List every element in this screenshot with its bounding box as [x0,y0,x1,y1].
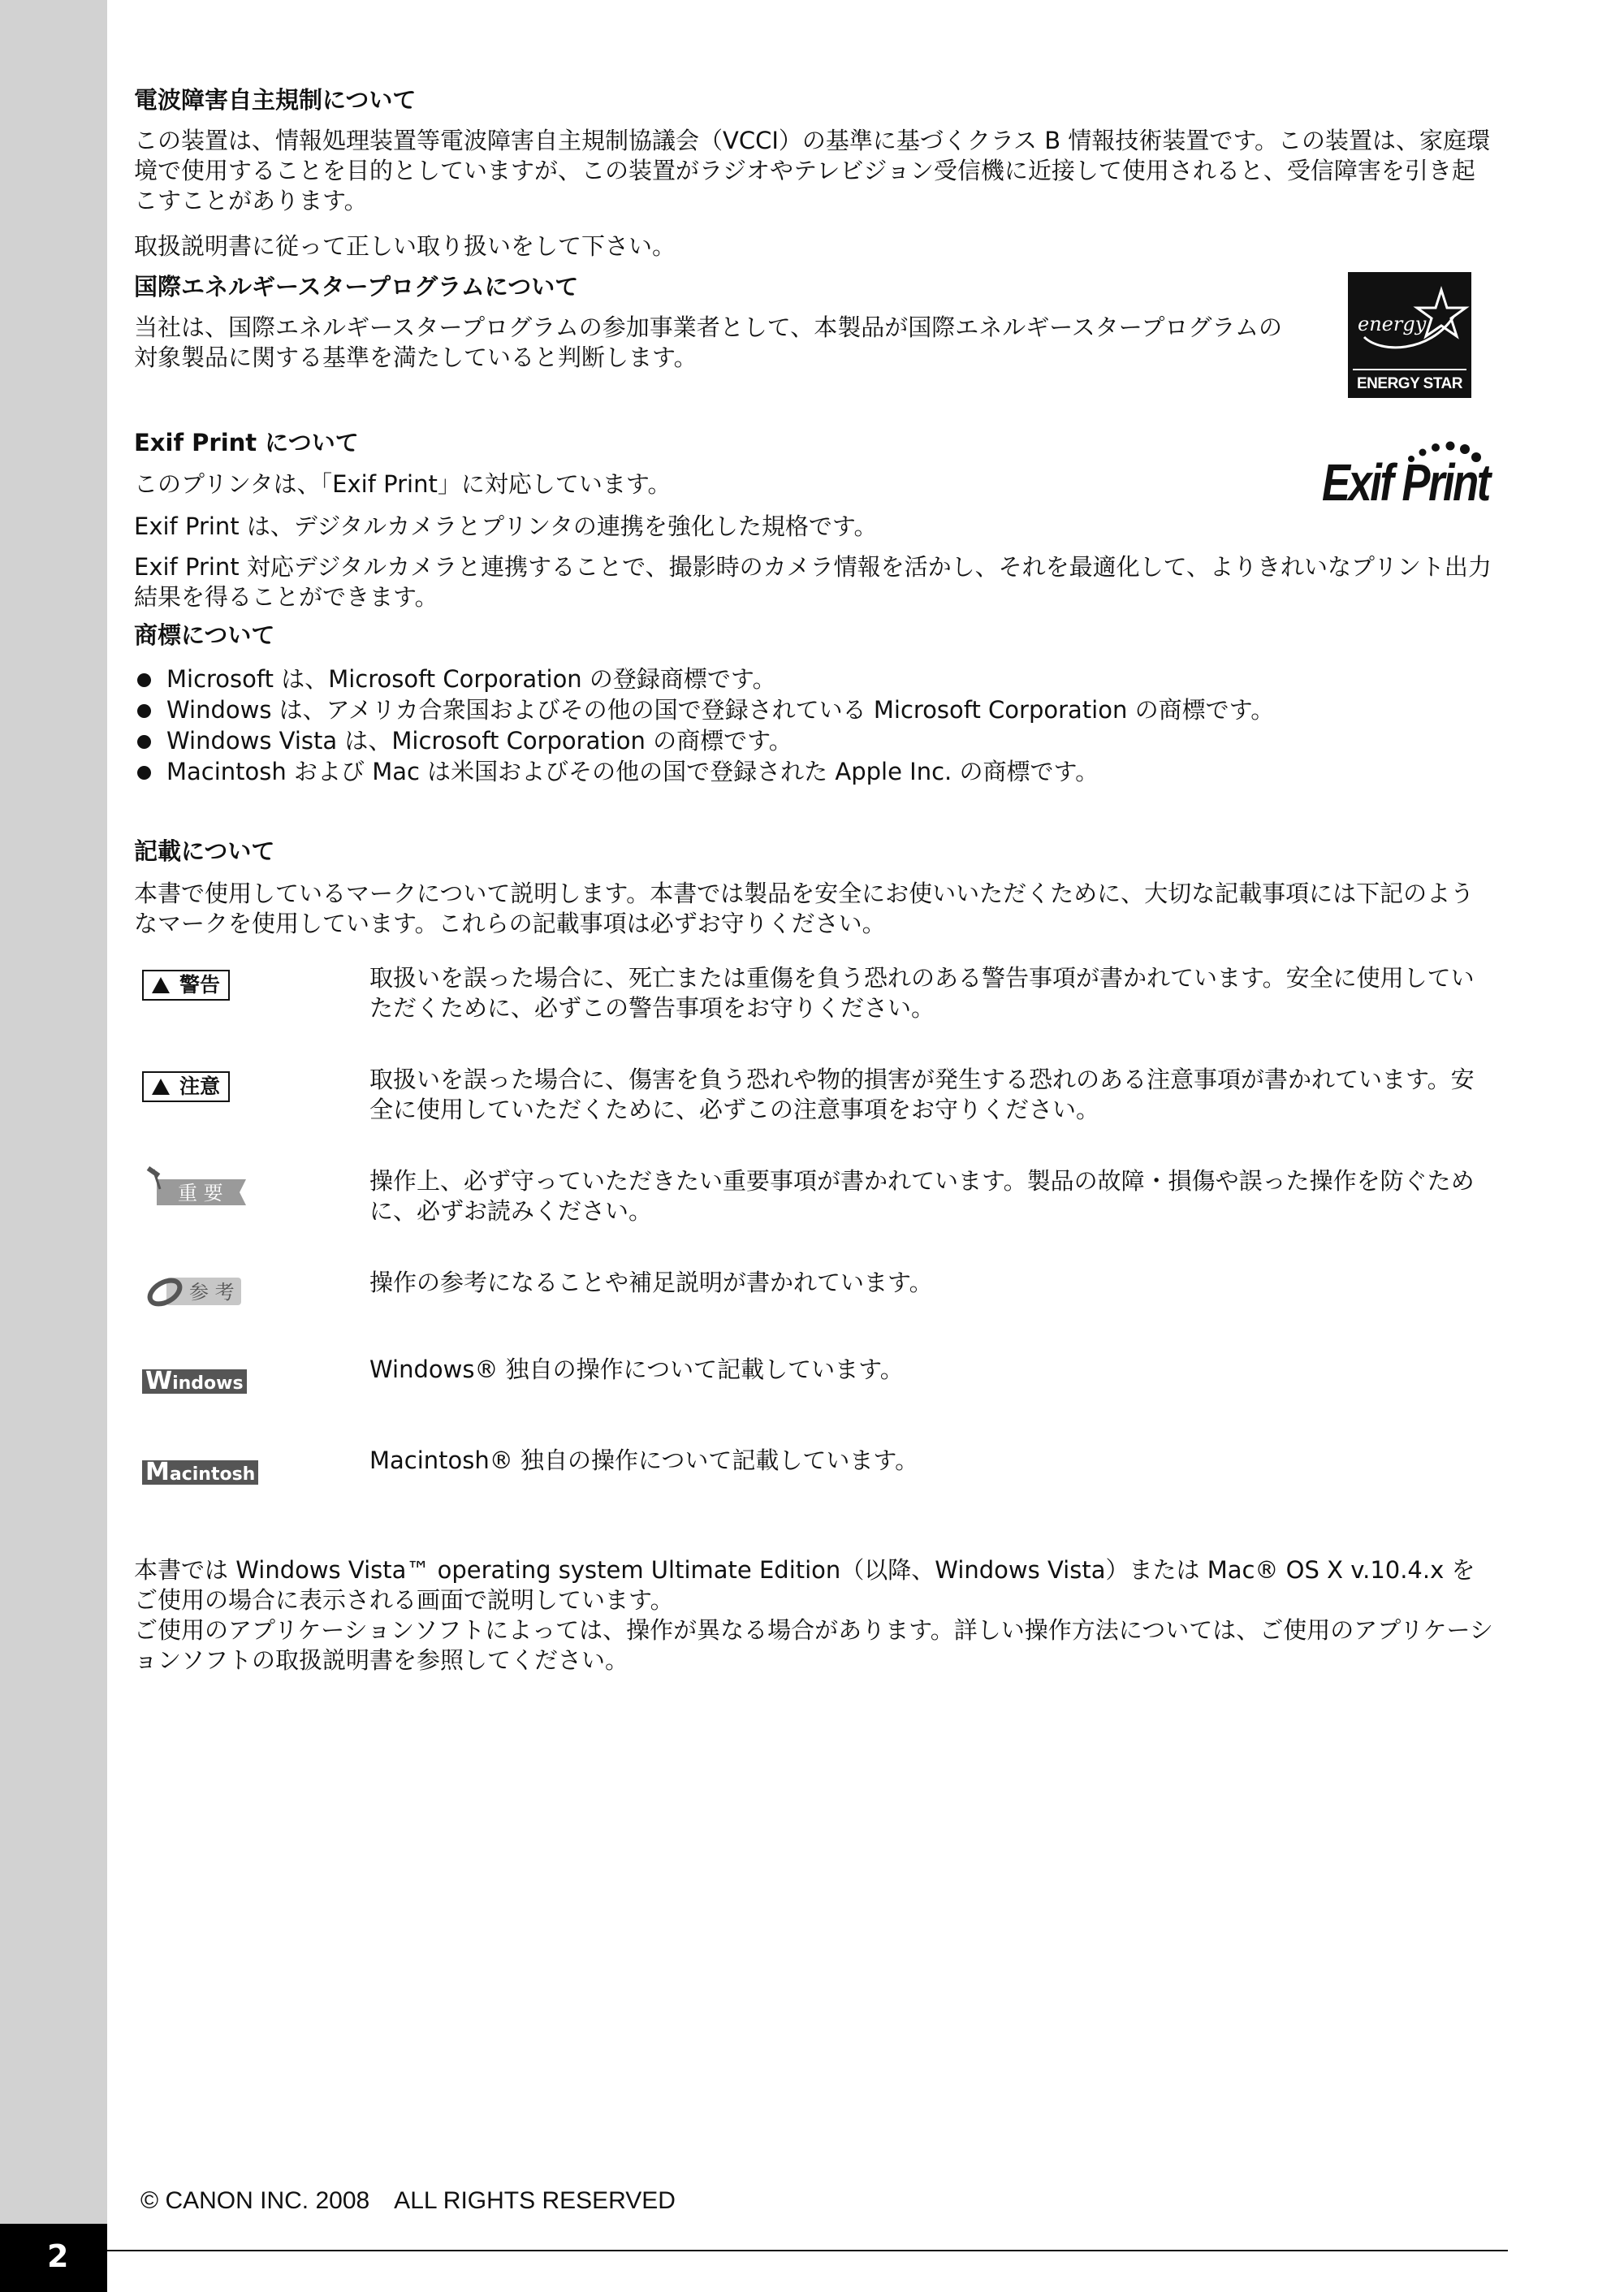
energy-star-logo [1348,272,1471,398]
exif-print-logo [1315,435,1502,516]
warning-description: 取扱いを誤った場合に、死亡または重傷を負う恐れのある警告事項が書かれています。安全に使用していただくために、必ずこの警告事項をお守りください。 [369,964,1475,1022]
list-item: Windows は、アメリカ合衆国およびその他の国で登録されている Microsoft Corporation の商標です。 [134,694,1274,725]
energy-star-paragraph: 当社は、国際エネルギースタープログラムの参加事業者として、本製品が国際エネルギースタープログラムの対象製品に関する基準を満たしていると判断します。 [134,314,1283,371]
closing-paragraph-2: ご使用のアプリケーションソフトによっては、操作が異なる場合があります。詳しい操作方法については、ご使用のアプリケーションソフトの取扱説明書を参照してください。 [134,1616,1493,1674]
page-number: 2 [47,2238,69,2274]
list-item: Microsoft は、Microsoft Corporation の登録商標です。 [134,664,1274,694]
exif-paragraph-1: このプリンタは、「Exif Print」に対応しています。 [134,470,672,498]
svg-text:重 要: 重 要 [178,1182,223,1204]
note-badge [142,1268,256,1317]
exif-print-logo-text: Exif Print [1322,453,1489,512]
trademarks-list [134,664,1274,787]
vcci-instruction: 取扱説明書に従って正しい取り扱いをして下さい。 [134,232,676,260]
caution-badge: 注意 [142,1071,230,1102]
caution-triangle-icon [152,1079,170,1095]
closing-paragraph-1: 本書では Windows Vista™ operating system Ultimate Edition（以降、Windows Vista）または Mac® OS X v.10.4.x をご使用の場合に表示される画面で説明しています。 [134,1556,1475,1614]
note-paperclip-icon [142,1268,256,1313]
important-description: 操作上、必ず守っていただきたい重要事項が書かれています。製品の故障・損傷や誤った操作を防ぐために、必ずお読みください。 [369,1167,1475,1225]
energy-star-divider [1353,369,1466,370]
exif-heading: Exif Print について [134,429,359,456]
energy-star-label: ENERGY STAR [1357,375,1462,392]
copyright-notice: © CANON INC. 2008 ALL RIGHTS RESERVED [140,2187,676,2214]
list-item: Macintosh および Mac は米国およびその他の国で登録された Apple Inc. の商標です。 [134,756,1274,787]
macintosh-description: Macintosh® 独自の操作について記載しています。 [369,1447,919,1474]
energy-star-script: energy [1358,313,1427,335]
footer-divider [107,2250,1508,2251]
energy-star-heading: 国際エネルギースタープログラムについて [134,273,579,301]
important-pin-icon [142,1166,256,1212]
windows-badge-icon: Windows [142,1369,247,1394]
warning-badge: 警告 [142,970,230,1001]
exif-paragraph-2: Exif Print は、デジタルカメラとプリンタの連携を強化した規格です。 [134,512,878,540]
vcci-heading: 電波障害自主規制について [134,86,417,114]
caution-description: 取扱いを誤った場合に、傷害を負う恐れや物的損害が発生する恐れのある注意事項が書かれています。安全に使用していただくために、必ずこの注意事項をお守りください。 [369,1066,1475,1123]
left-sidebar-band [0,0,107,2292]
macintosh-badge [142,1460,258,1485]
important-badge [142,1166,256,1215]
notation-intro: 本書で使用しているマークについて説明します。本書では製品を安全にお使いいただくために、大切な記載事項には下記のようなマークを使用しています。これらの記載事項は必ずお守りください。 [134,880,1475,937]
vcci-paragraph: この装置は、情報処理装置等電波障害自主規制協議会（VCCI）の基準に基づくクラス B 情報技術装置です。この装置は、家庭環境で使用することを目的としていますが、この装置がラジオやテレビジョン受信機に近接して使用されると、受信障害を引き起こすことがあります。 [134,127,1491,214]
list-item: Windows Vista は、Microsoft Corporation の商標です。 [134,725,1274,756]
note-description: 操作の参考になることや補足説明が書かれています。 [369,1269,933,1296]
notation-heading: 記載について [134,837,275,865]
energy-star-icon [1348,272,1471,370]
macintosh-badge-icon: Macintosh [142,1460,258,1485]
trademarks-heading: 商標について [134,621,275,649]
windows-badge [142,1369,247,1394]
exif-paragraph-3: Exif Print 対応デジタルカメラと連携することで、撮影時のカメラ情報を活かし、それを最適化して、よりきれいなプリント出力結果を得ることができます。 [134,553,1492,611]
windows-description: Windows® 独自の操作について記載しています。 [369,1356,904,1383]
warning-triangle-icon [152,977,170,993]
svg-text:参 考: 参 考 [189,1281,235,1304]
